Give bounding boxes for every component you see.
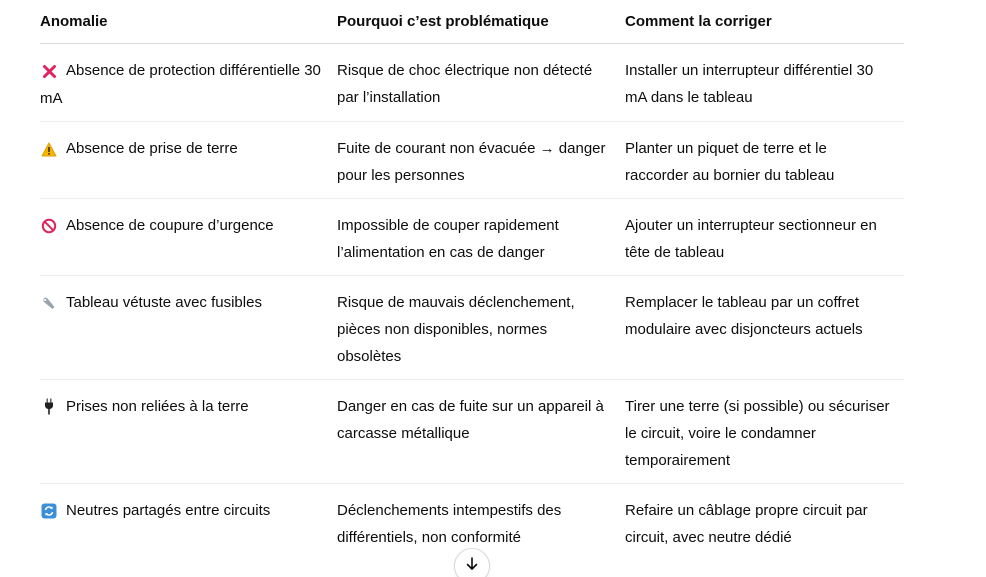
cell-fix: Refaire un câblage propre circuit par circuit, avec neutre dédié	[625, 502, 868, 546]
wrench-icon	[40, 290, 58, 317]
cell-fix: Planter un piquet de terre et le raccorder au bornier du tableau	[625, 122, 904, 199]
header-comment: Comment la corriger	[625, 0, 904, 44]
cell-problem: Risque de choc électrique non détecté par l’installation	[337, 44, 625, 122]
arrow-down-icon	[464, 556, 480, 577]
prohibited-icon	[40, 213, 58, 240]
scroll-down-button[interactable]	[454, 548, 490, 577]
anomaly-text: Absence de protection différentielle 30 mA	[40, 62, 321, 107]
table-row	[40, 122, 904, 199]
cell-problem: Risque de mauvais déclenchement, pièces non disponibles, normes obsolètes	[337, 276, 625, 380]
cell-problem: Déclenchements intempestifs des différentiels, non conformité	[337, 502, 562, 546]
cell-anomaly	[40, 199, 337, 276]
warning-icon	[40, 136, 58, 163]
anomaly-text: Neutres partagés entre circuits	[66, 502, 271, 519]
anomaly-text: Absence de coupure d’urgence	[66, 217, 274, 234]
anomaly-text: Absence de prise de terre	[66, 140, 238, 157]
cell-problem: Impossible de couper rapidement l’alimentation en cas de danger	[337, 199, 625, 276]
cross-mark-icon	[40, 58, 58, 85]
table-header-row	[40, 0, 904, 44]
cell-fix: Remplacer le tableau par un coffret modulaire avec disjoncteurs actuels	[625, 276, 904, 380]
plug-icon	[40, 394, 58, 421]
cell-anomaly	[40, 276, 337, 380]
cell-fix: Installer un interrupteur différentiel 30 mA dans le tableau	[625, 44, 904, 122]
anomalies-table	[40, 0, 904, 560]
arrows-cycle-icon	[40, 498, 58, 525]
cell-anomaly	[40, 380, 337, 484]
table-row	[40, 199, 904, 276]
header-pourquoi: Pourquoi c’est problématique	[337, 0, 625, 44]
cell-fix: Ajouter un interrupteur sectionneur en tête de tableau	[625, 199, 904, 276]
table-row	[40, 44, 904, 122]
cell-anomaly	[40, 44, 337, 122]
anomaly-text: Prises non reliées à la terre	[66, 398, 249, 415]
table-row	[40, 380, 904, 484]
cell-anomaly	[40, 484, 337, 561]
comparison-table-container	[40, 0, 904, 560]
cell-problem: Danger en cas de fuite sur un appareil à carcasse métallique	[337, 380, 625, 484]
table-row	[40, 276, 904, 380]
cell-problem: Fuite de courant non évacuée → danger pour les personnes	[337, 122, 625, 199]
cell-fix: Tirer une terre (si possible) ou sécuriser le circuit, voire le condamner temporairement	[625, 380, 904, 484]
header-anomalie: Anomalie	[40, 0, 337, 44]
anomaly-text: Tableau vétuste avec fusibles	[66, 294, 262, 311]
cell-anomaly	[40, 122, 337, 199]
